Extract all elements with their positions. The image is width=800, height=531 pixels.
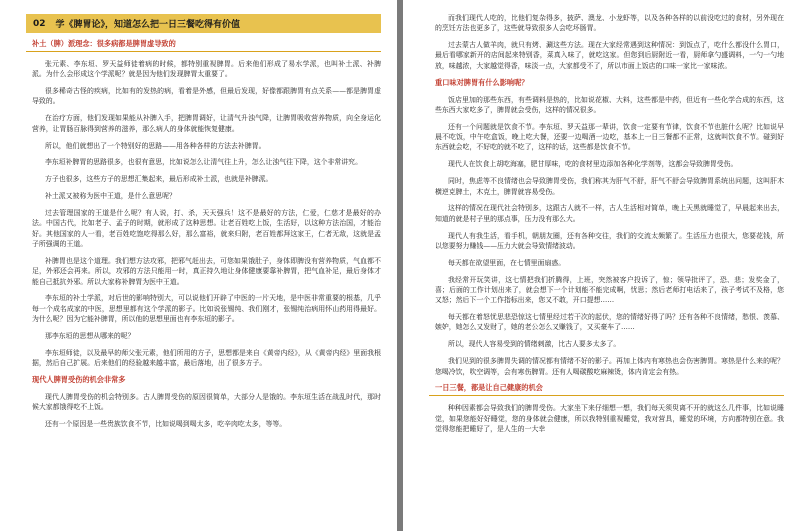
paragraph: 张元素、李东垣、罗天益师徒着病的时候，都特别重视脾胃。后来他们形成了易水学派，也叫补土派、补脾派。为什么会形成这个学派呢？就是因为他们发现脾胃太重要了。: [32, 60, 381, 79]
paragraph: 很多稀奇古怪的疾病，比如有的发热的病，看着是外感，但最后发现，好像都跟脾胃有点关系——都是脾胃虚导致的。: [32, 87, 381, 106]
chapter-header: [26, 14, 381, 33]
paragraph: 还有一个问题就是饮食不节。李东垣、罗天益那一辈讲，饮食一定要有节律，饮食不节也脏什么呢？比如说早晨不吃饭，中午吃盒饭，晚上吃大餐，还要一边喝酒一边吃，基本上一日三餐都不正常，这就叫饮食不节。碰到好东西就会吃，不好吃的就不吃了，这样的话，这些都是饮食不节。: [435, 122, 784, 152]
section-heading: 补土（脾）派理念：很多病都是脾胃虚导致的: [26, 39, 381, 52]
paragraph: 过去管理国家的王道是什么呢？有人说，打、杀，天天强兵！这不是最好的方法，仁爱，仁慈才是最好的办法。中国古代，比如老子、孟子的时期，就形成了这种思想。让老百姓吃上饭，生活好，以这种方法治国，才能治好。其他国家的人一看，老百姓吃饱吃得那么好，那么富裕，就来归附，老百姓都拜这家王，仁者无敌，这就是孟子所强调的王道。: [32, 209, 381, 249]
paragraph: 每天都在着怒忧思悲恐惊这七情里经过若干次的起伏，您的情绪好得了吗？还有各种不良情绪，愁恨、羡慕、嫉妒，她怎么又发财了，她的老公怎么又赚钱了，又买豪车了……: [435, 313, 784, 332]
paragraph: 种种因素都会导致我们的脾胃受伤。大家坐下来仔细想一想，我们每天须臾离不开的就这么几件事，比如说睡觉，如果您能好好睡觉，您的身体就会健康，所以我特别重视睡觉，我对营具，睡觉的环境，方向都特别在意。我觉得您能把睡好了，是人生的一大幸: [435, 404, 784, 434]
paragraph: 过去蒙古人做羊肉，就只有烤、涮这些方法。现在大家经常遇到这种情况：到饭点了，吃什么都没什么胃口，最后看哪家新开的店间起来特别香，菜真入味了，就吃这家。但您到后厨附近一看，厨师拿勺盛调料，一勺一勺地放，味越浓，大家越觉得香，味淡一点，大家都受不了，所以市面上饭店的口味一家比一家味浓。: [435, 41, 784, 70]
paragraph: 李东垣师徒，以及最早的师父张元素，他们所用的方子，思想都是来自《黄帝内经》，从《黄帝内经》里面我根据，然后自己扩展。后来他们的经验越来越丰富，最后落地，出了很多方子。: [32, 348, 381, 368]
subsection-heading: 重口味对脾胃有什么影响呢？: [435, 77, 529, 87]
paragraph: 李东垣补脾胃的思路很多，也很有意思，比如说怎么让清气往上升，怎么让浊气往下降，这个非常讲究。: [45, 158, 362, 167]
paragraph: 方子也很多，这些方子的思想汇集起来，最后形成补土派，也就是补脾派。: [45, 175, 273, 184]
paragraph: 同时，焦虑等不良情绪也会导致脾胃受伤，我们称其为肝气不舒，肝气不舒会导致脾胃系统出问题，这叫肝木横逆克脾土，木克土，脾胃就容易受伤。: [435, 177, 784, 196]
paragraph: 我经常开玩笑讲，这七情把我们折腾得，上班，突然被客户投诉了，惊；领导批评了，恐、悲；发奖金了，喜；后面的工作计划出来了，就会想下一个计划能不能完成啊，忧思；然后老师打电话来了，孩子考试不及格，您又怒；然后下一个工作指标出来，您又不敢，开口提想……: [435, 275, 784, 305]
paragraph: 李东垣的补土学派，对后世的影响特别大，可以说他们开辟了中医的一片天地，是中医非常重要的根基，几乎每一个成名成家的中医，思想里都有这个学派的影子。比如说张锡纯、我们刚才，张锡纯治病用怀山药用得最好。为什么呢？因为它能补脾胃，所以他的思想里面也有李东垣的影子。: [32, 294, 381, 323]
paragraph: 还有一个原因是一些贵族饮食不节，比如说喝到喝太多，吃辛肉吃太多，等等。: [45, 420, 287, 429]
paragraph: 现代人脾胃受伤的机会特别多。古人脾胃受伤的原因很简单，大部分人是饿的。李东垣生活在战乱时代，那时候大家都饿得吃不上饭。: [32, 392, 381, 412]
left-page: [0, 0, 397, 531]
paragraph: 这样的情况在现代社会特别多，这跟古人就不一样，古人生活相对简单，晚上天黑就睡觉了，早晨起来出去，知道的就是村子里的那点事，压力没有那么大。: [435, 204, 784, 223]
paragraph: 补脾胃也是这个道理。我们想方法攻邪，把邪气赶出去，可您如果饿肚子，身体即脾没有营养物质，气血都不足，外邪还会再来。所以，攻邪的方法只能用一时，真正持久地让身体健康要靠补脾胃，把气血补足，最后身体才能自己抵抗外邪。所以大家称补脾胃为医中王道。: [32, 256, 381, 286]
paragraph: 每天都在欲望里面，在七情里面扇惑。: [448, 258, 566, 267]
paragraph: 在治疗方面，他们发现如果能从补脾入手，把脾胃调好，让清气升浊气降，让脾胃吸收营养物质，向全身运化营养，让胃肠百脉得到营养的滋养，那么病人的身体就能恢复健康。: [32, 114, 381, 133]
paragraph: 那李东垣的思想从哪来的呢？: [45, 331, 135, 340]
section-heading: 现代人脾胃受伤的机会非常多: [32, 374, 126, 384]
paragraph: 补土派又被称为医中王道，是什么意思呢？: [45, 192, 176, 201]
paragraph: 我们见到的很多脾胃失调的情况都有情绪不好的影子。再加上体内有寒热也会伤害脾胃。寒热是什么来的呢？您喝冷饮，吹空调等，会有寒伤脾胃。还有人喝碳酸吃麻辣烫，体内肯定会有热。: [435, 357, 784, 376]
right-page: [403, 0, 800, 531]
paragraph: 饭店里加的那些东西，有些调料是热的，比如说花椒、大料，这些都是中药，但近有一些化学合成的东西，这些东西大家吃多了，脾胃就会受伤，这样的情况很多。: [435, 95, 784, 114]
paragraph: 现代人有我生活，看手机，朝朋友圈，还有各种交往，我们的交流太频繁了。生活压力也很大，您要花钱，所以您要努力赚钱——压力大就会导致情绪波动。: [435, 231, 784, 250]
chapter-title: 学《脾胃论》，知道怎么把一日三餐吃得有价值: [55, 20, 241, 30]
chapter-number: 02: [33, 18, 46, 29]
section-heading: 一日三餐，都是让自己健康的机会: [429, 383, 784, 396]
paragraph: 而我们现代人吃的，比他们复杂得多，披萨、澳龙、小龙虾等，以及各种各样的以前没吃过的食材，另外现在的烹饪方法也更多了，这些就导致很多人会吃坏肠胃。: [435, 14, 784, 33]
paragraph: 所以，他们就想出了一个特别好的思路——用各种各样的方法去补脾胃。: [45, 141, 266, 150]
paragraph: 现代人在饮食上胡吃海塞，肥甘厚味，吃的食材里边添加各种化学剂等，这都会导致脾胃受伤。: [448, 160, 738, 169]
paragraph: 所以，现代人容易受到的情绪刺激，比古人要多太多了。: [448, 340, 621, 349]
